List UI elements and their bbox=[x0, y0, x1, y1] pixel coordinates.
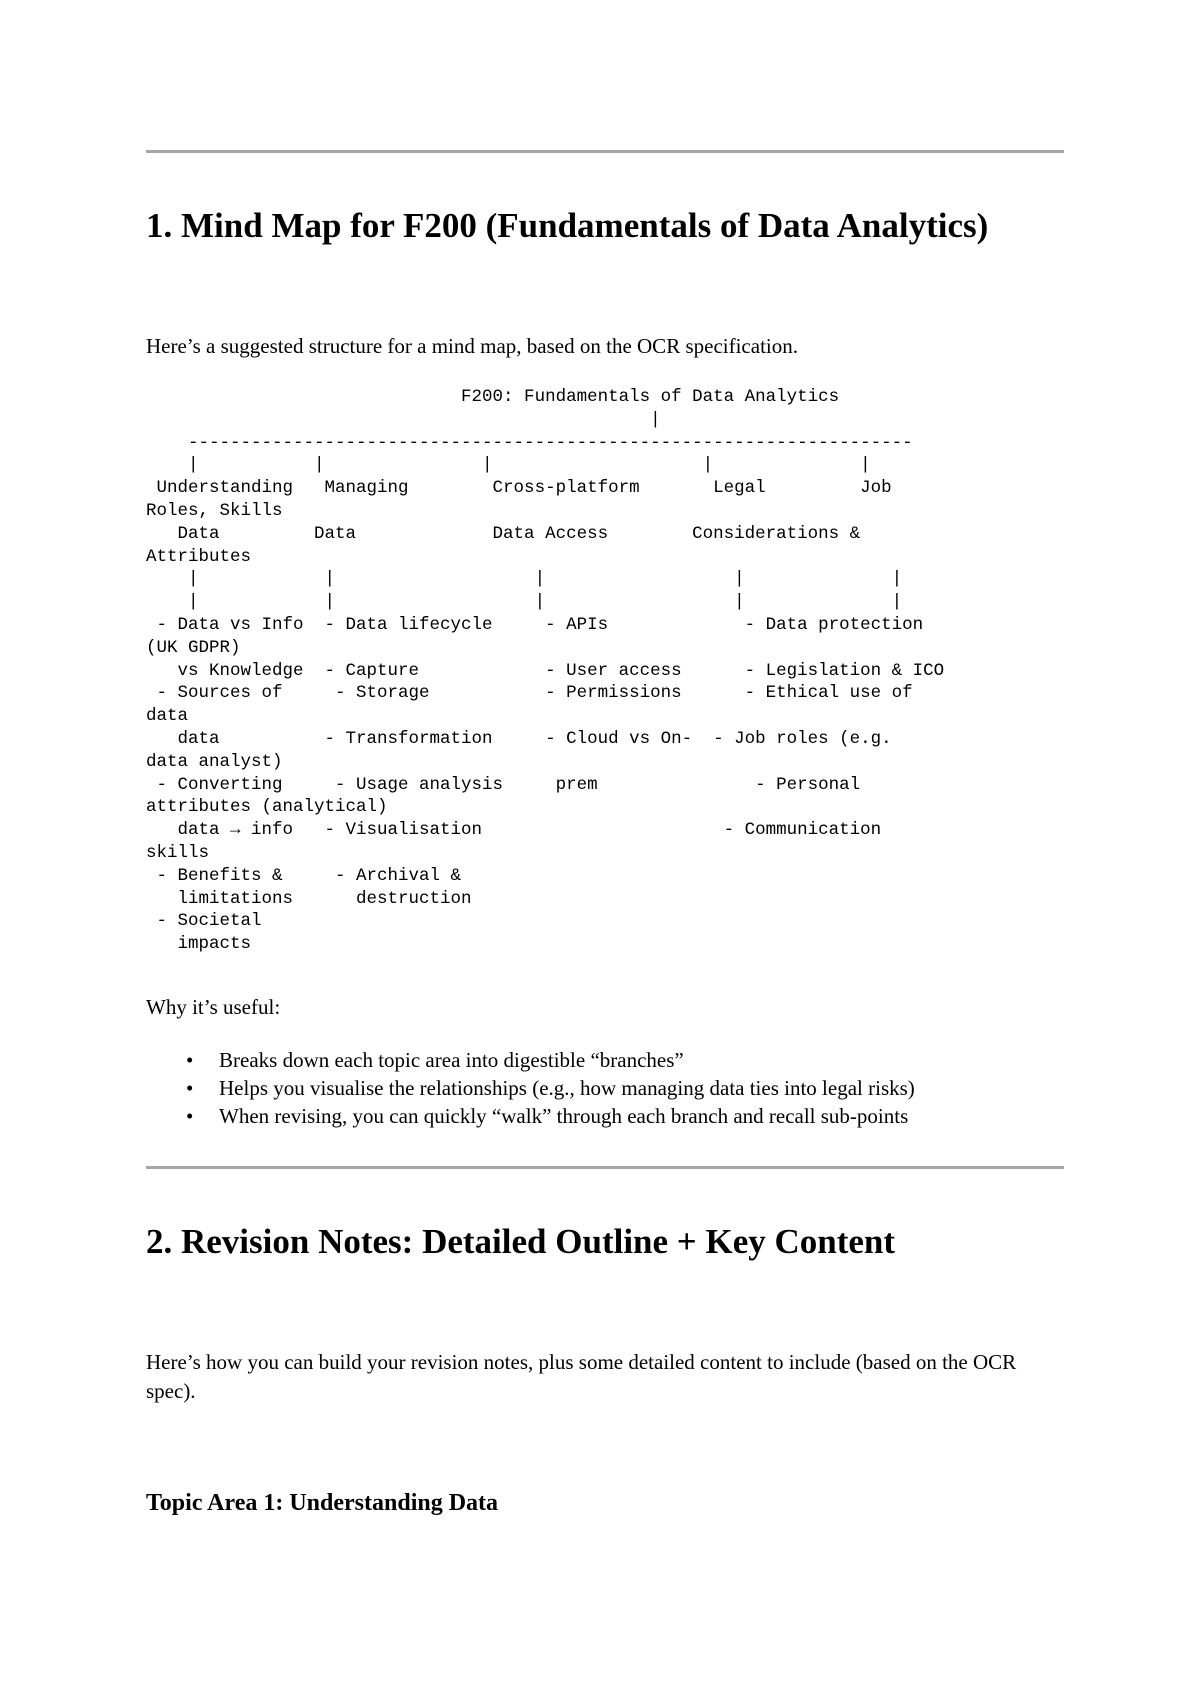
section-2-intro: Here’s how you can build your revision notes, plus some detailed content to include (based on the OCR spec). bbox=[146, 1350, 1017, 1403]
bullet-icon: • bbox=[186, 1048, 194, 1072]
section-1-heading: 1. Mind Map for F200 (Fundamentals of Data Analytics) bbox=[146, 206, 989, 245]
list-item bbox=[146, 1074, 915, 1102]
section-2-heading: 2. Revision Notes: Detailed Outline + Key Content bbox=[146, 1222, 896, 1261]
mind-map-diagram: F200: Fundamentals of Data Analytics | --------------------------------------------------------------------- | | | | | Understanding Managing Cross-platform Legal Job Roles, Skills Data Data Data Access Considerations & Attributes | | | | | | | | | | - Data vs Info - Data lifecycle - APIs - Data protection (UK GDPR) vs Knowledge - Capture - User access - Legislation & ICO - Sources of - Storage - Permissions - Ethical use of data data - Transformation - Cloud vs On- - Job roles (e.g. data analyst) - Converting - Usage analysis prem - Personal attributes (analytical) data → info - Visualisation - Communication skills - Benefits & - Archival & limitations destruction - Societal impacts bbox=[146, 387, 945, 955]
list-item bbox=[146, 1102, 915, 1130]
list-item bbox=[146, 1046, 915, 1074]
list-item-text: Helps you visualise the relationships (e.g., how managing data ties into legal risks) bbox=[219, 1076, 915, 1100]
list-item-text: Breaks down each topic area into digestible “branches” bbox=[219, 1048, 684, 1072]
why-useful-label: Why it’s useful: bbox=[146, 995, 281, 1019]
bullet-icon: • bbox=[186, 1076, 194, 1100]
list-item-text: When revising, you can quickly “walk” through each branch and recall sub-points bbox=[219, 1104, 909, 1128]
topic-area-1-heading: Topic Area 1: Understanding Data bbox=[146, 1490, 499, 1516]
horizontal-rule-middle bbox=[146, 1166, 1064, 1169]
horizontal-rule-top bbox=[146, 150, 1064, 153]
why-useful-list bbox=[146, 1046, 915, 1130]
bullet-icon: • bbox=[186, 1104, 194, 1128]
section-1-intro: Here’s a suggested structure for a mind map, based on the OCR specification. bbox=[146, 334, 798, 358]
